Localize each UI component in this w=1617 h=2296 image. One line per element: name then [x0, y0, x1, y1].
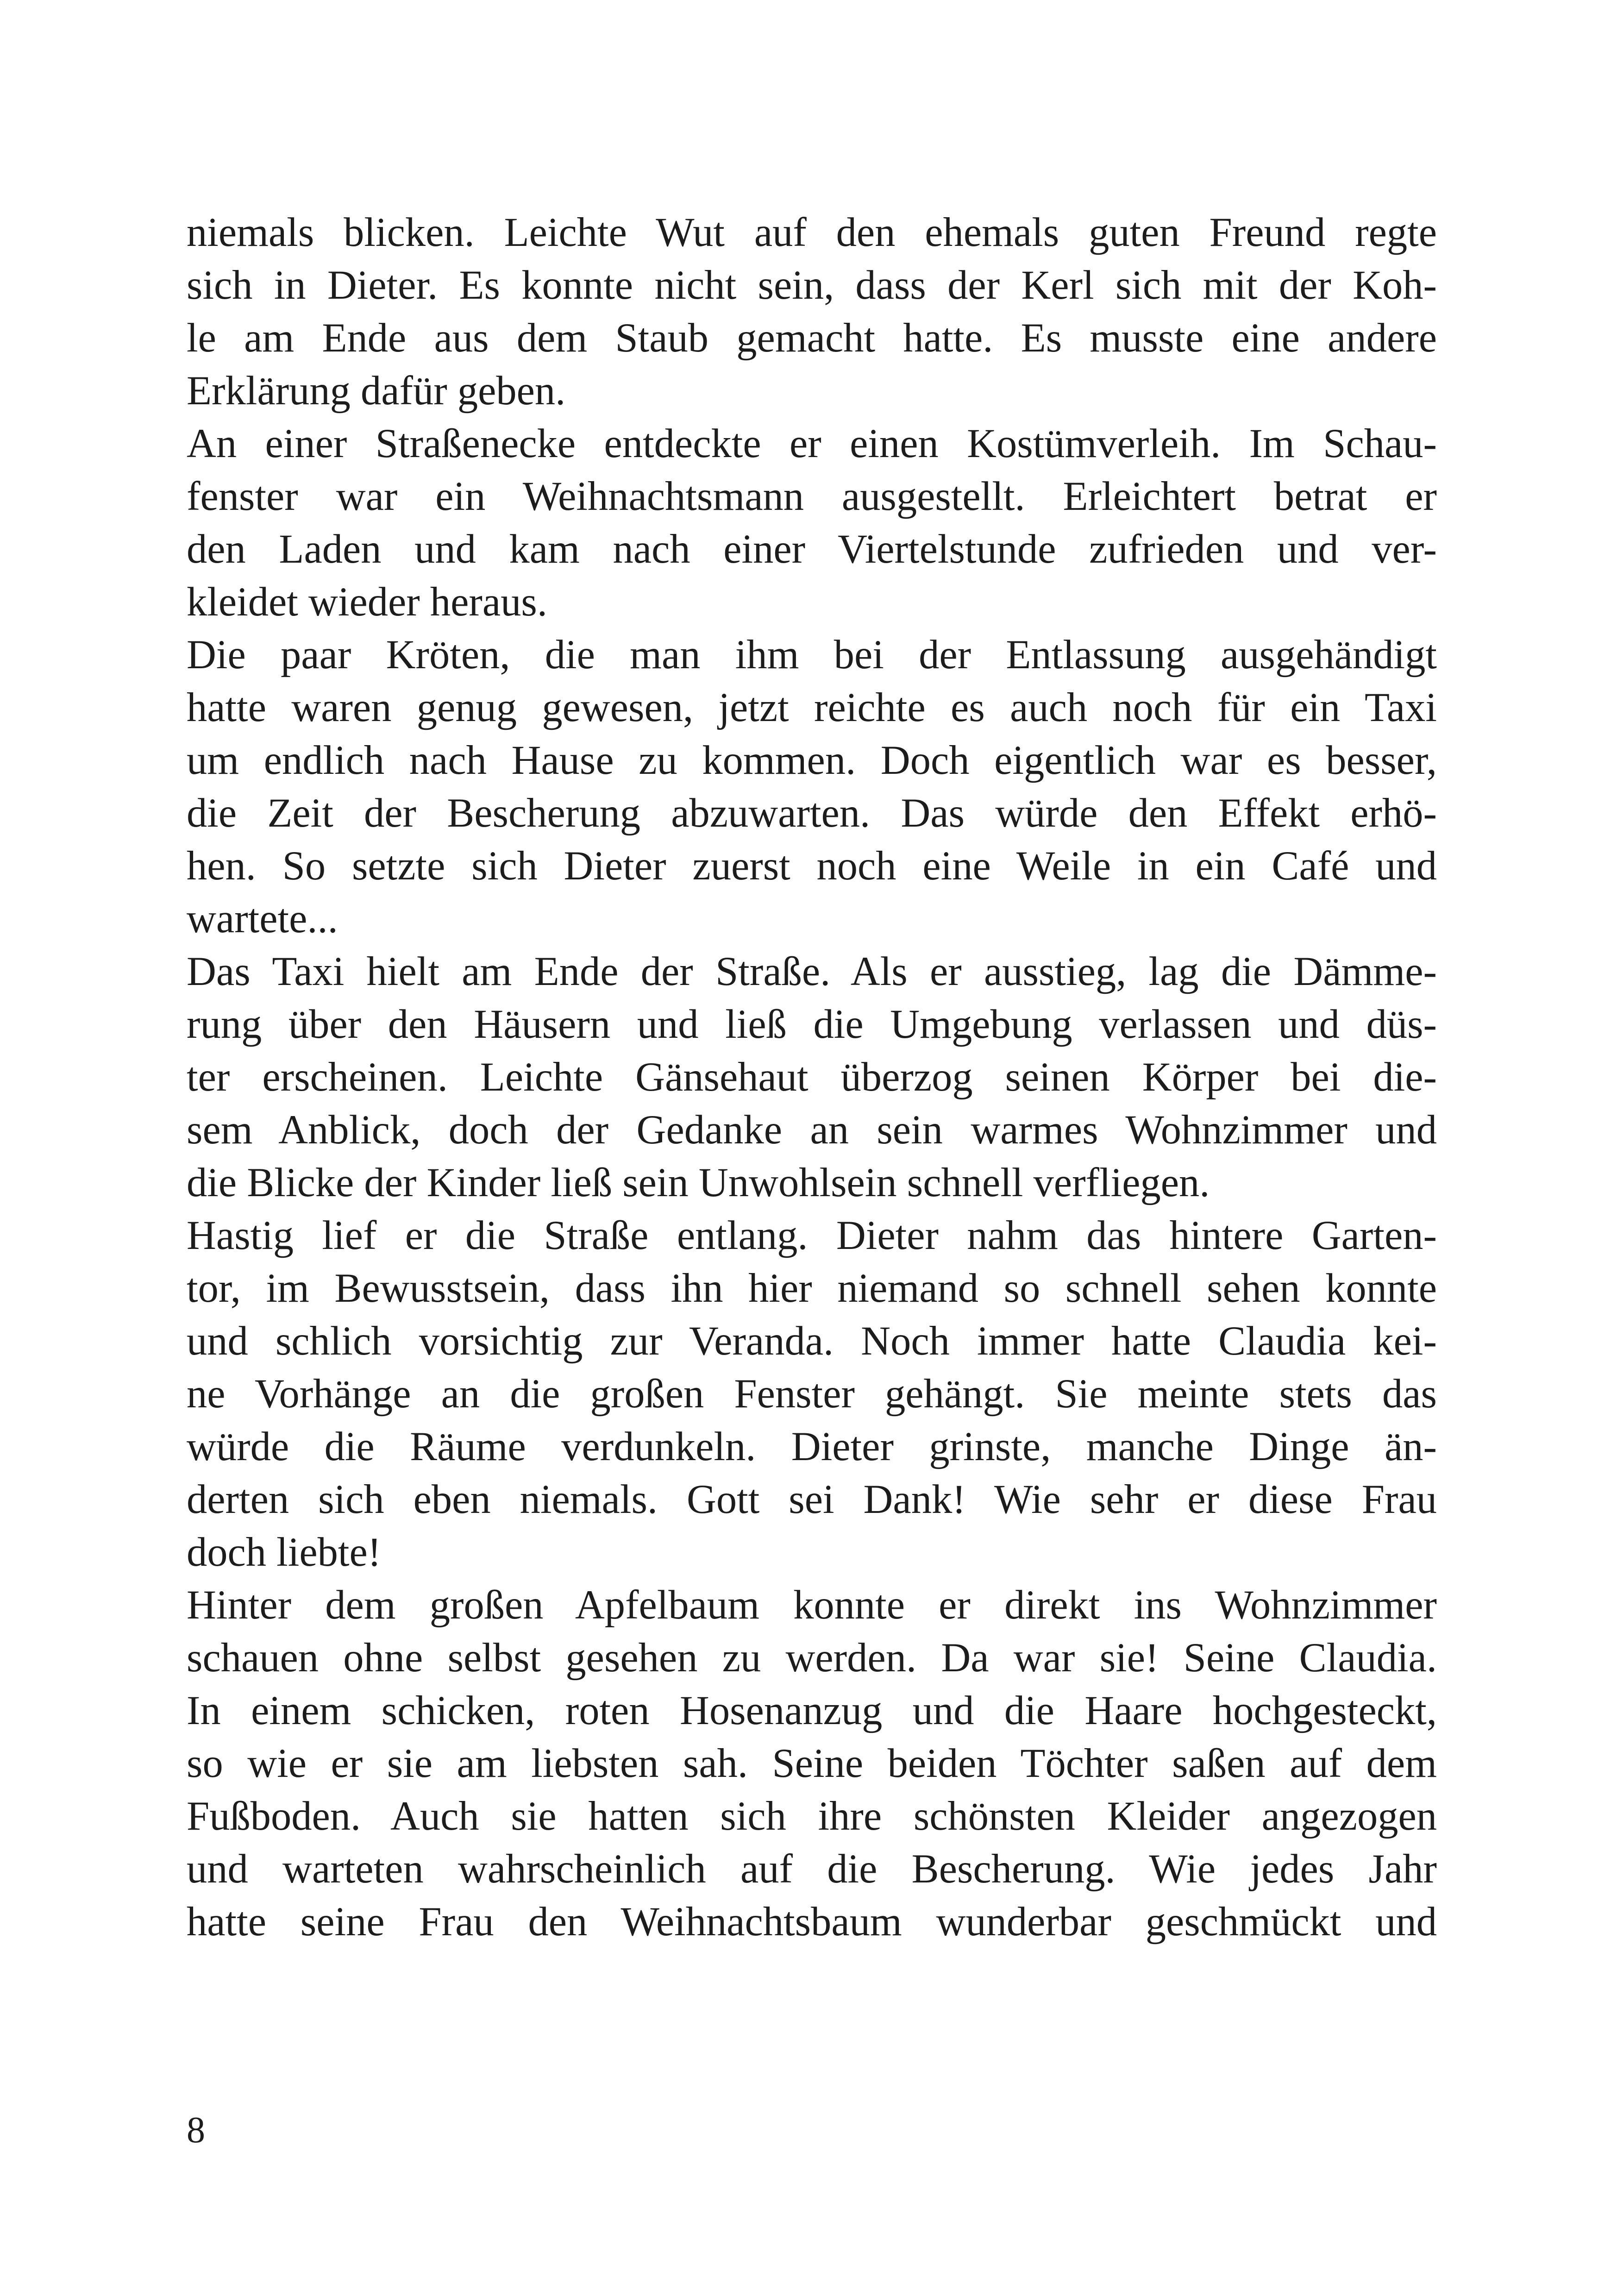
- text-line: so wie er sie am liebsten sah. Seine beiden Töchter saßen auf dem: [187, 1741, 1437, 1786]
- body-text: [187, 206, 1437, 1948]
- text-line: sem Anblick, doch der Gedanke an sein warmes Wohnzimmer und: [187, 1107, 1437, 1153]
- text-line: Das Taxi hielt am Ende der Straße. Als er ausstieg, lag die Dämme-: [187, 949, 1437, 994]
- text-line: hatte waren genug gewesen, jetzt reichte es auch noch für ein Taxi: [187, 685, 1437, 730]
- text-line: wartete...: [187, 896, 338, 941]
- text-line: derten sich eben niemals. Gott sei Dank! Wie sehr er diese Frau: [187, 1477, 1437, 1522]
- text-line: In einem schicken, roten Hosenanzug und die Haare hochgesteckt,: [187, 1688, 1437, 1733]
- text-line: und warteten wahrscheinlich auf die Bescherung. Wie jedes Jahr: [187, 1846, 1437, 1892]
- text-line: niemals blicken. Leichte Wut auf den ehemals guten Freund regte: [187, 210, 1437, 255]
- text-line: Hastig lief er die Straße entlang. Dieter nahm das hintere Garten-: [187, 1213, 1437, 1258]
- text-line: ne Vorhänge an die großen Fenster gehängt. Sie meinte stets das: [187, 1371, 1437, 1417]
- text-line: Erklärung dafür geben.: [187, 368, 566, 414]
- text-line: schauen ohne selbst gesehen zu werden. Da war sie! Seine Claudia.: [187, 1635, 1437, 1681]
- text-line: den Laden und kam nach einer Viertelstunde zufrieden und ver-: [187, 527, 1437, 572]
- text-line: sich in Dieter. Es konnte nicht sein, dass der Kerl sich mit der Koh-: [187, 263, 1437, 308]
- text-line: Fußboden. Auch sie hatten sich ihre schönsten Kleider angezogen: [187, 1794, 1437, 1839]
- text-line: um endlich nach Hause zu kommen. Doch eigentlich war es besser,: [187, 738, 1437, 783]
- text-line: Hinter dem großen Apfelbaum konnte er direkt ins Wohnzimmer: [187, 1582, 1437, 1628]
- text-line: Die paar Kröten, die man ihm bei der Entlassung ausgehändigt: [187, 632, 1437, 678]
- text-line: hen. So setzte sich Dieter zuerst noch eine Weile in ein Café und: [187, 843, 1437, 889]
- text-line: rung über den Häusern und ließ die Umgebung verlassen und düs-: [187, 1002, 1437, 1047]
- text-line: die Blicke der Kinder ließ sein Unwohlsein schnell verfliegen.: [187, 1160, 1210, 1205]
- text-line: doch liebte!: [187, 1530, 382, 1575]
- text-line: und schlich vorsichtig zur Veranda. Noch immer hatte Claudia kei-: [187, 1318, 1437, 1364]
- text-line: fenster war ein Weihnachtsmann ausgestellt. Erleichtert betrat er: [187, 474, 1437, 519]
- text-line: würde die Räume verdunkeln. Dieter grinste, manche Dinge än-: [187, 1424, 1437, 1469]
- text-line: An einer Straßenecke entdeckte er einen Kostümverleih. Im Schau-: [187, 421, 1437, 466]
- text-line: tor, im Bewusstsein, dass ihn hier niemand so schnell sehen konnte: [187, 1266, 1437, 1311]
- text-line: ter erscheinen. Leichte Gänsehaut überzog seinen Körper bei die-: [187, 1054, 1437, 1100]
- text-line: hatte seine Frau den Weihnachtsbaum wunderbar geschmückt und: [187, 1899, 1437, 1945]
- text-line: die Zeit der Bescherung abzuwarten. Das würde den Effekt erhö-: [187, 790, 1437, 836]
- page-number: 8: [187, 2110, 205, 2151]
- text-line: le am Ende aus dem Staub gemacht hatte. Es musste eine andere: [187, 315, 1437, 361]
- text-line: kleidet wieder heraus.: [187, 579, 547, 625]
